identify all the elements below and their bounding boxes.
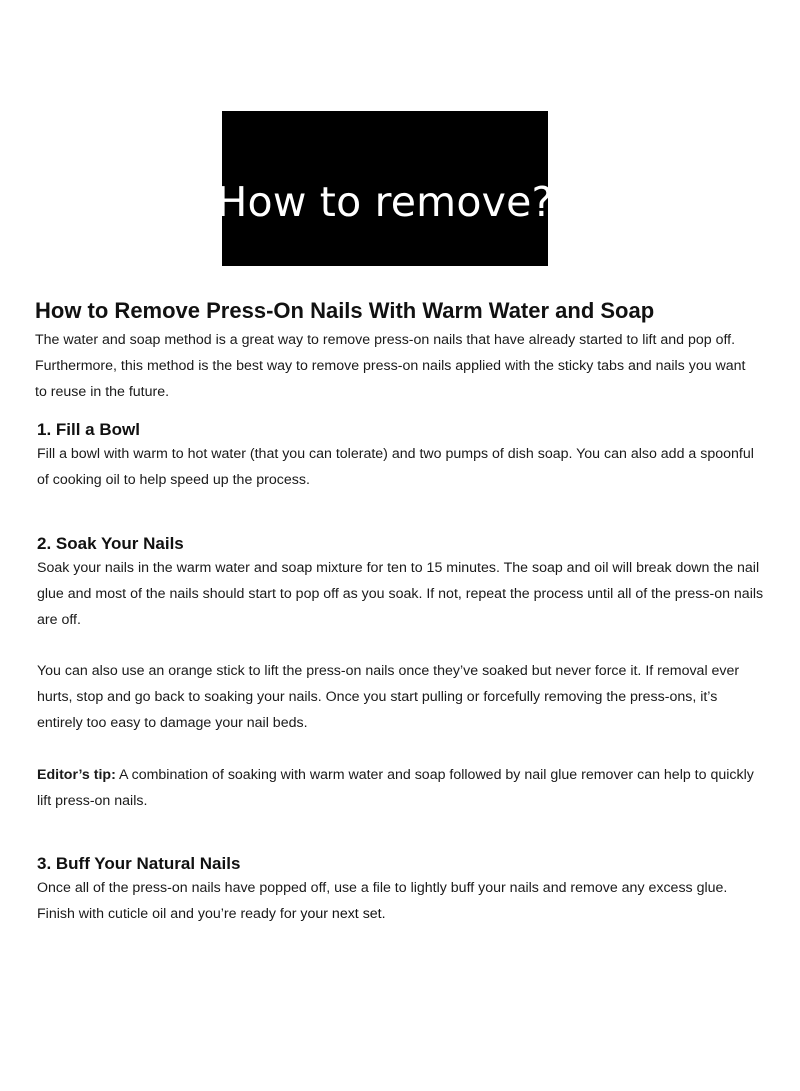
- step-2-orange-stick-text: You can also use an orange stick to lift the press-on nails once they’ve soaked but never force it. If removal ever hurts, stop and go back to soaking your nails. Once you start pulling or forcefully removing the press-ons, it’s entirely too easy to damage your nail beds.: [37, 663, 740, 731]
- step-3-heading: 3. Buff Your Natural Nails: [37, 854, 241, 874]
- step-3-text: Once all of the press-on nails have popped off, use a file to lightly buff your nails and remove any excess glue. Finish with cuticle oil and you’re ready for: [37, 880, 728, 923]
- step-1-heading: 1. Fill a Bowl: [37, 420, 140, 440]
- editors-tip-text: A combination of soaking with warm water and soap followed by nail glue remover can help to quickly lift press-on nails.: [37, 766, 754, 809]
- step-2-text: Soak your nails in the warm water and soap mixture for ten to 15 minutes. The soap and oil will break down the nail glue and most of the nails should start to pop off as you soak. If not, repeat the process until all of the press-on nails are off.: [37, 559, 764, 628]
- step-buff-nails: [37, 852, 765, 928]
- step-fill-bowl: [37, 418, 765, 494]
- editors-tip: [37, 763, 765, 815]
- editors-tip-label: Editor’s tip:: [37, 766, 116, 783]
- step-2-heading: 2. Soak Your Nails: [37, 533, 184, 553]
- article-body: [35, 296, 765, 928]
- step-1-text: Fill a bowl with warm to hot water (that you can tolerate) and two pumps of dish soap. You can also add a spoonful of cooking oil to help speed up the process.: [37, 446, 754, 489]
- article-heading: How to Remove Press-On Nails With Warm Water and Soap: [35, 298, 655, 323]
- hero-banner: [216, 111, 554, 266]
- next-set-link[interactable]: your next set.: [300, 906, 386, 923]
- hero-title: How to remove?: [216, 177, 554, 226]
- step-soak-nails: [37, 532, 765, 814]
- intro-paragraph: The water and soap method is a great way to remove press-on nails that have already started to lift and pop off. Furthermore, this method is the best way to remove press-on nails applied with the sticky tabs and nails you want to reuse in the future.: [35, 332, 746, 400]
- step-3-text-block: [37, 876, 765, 928]
